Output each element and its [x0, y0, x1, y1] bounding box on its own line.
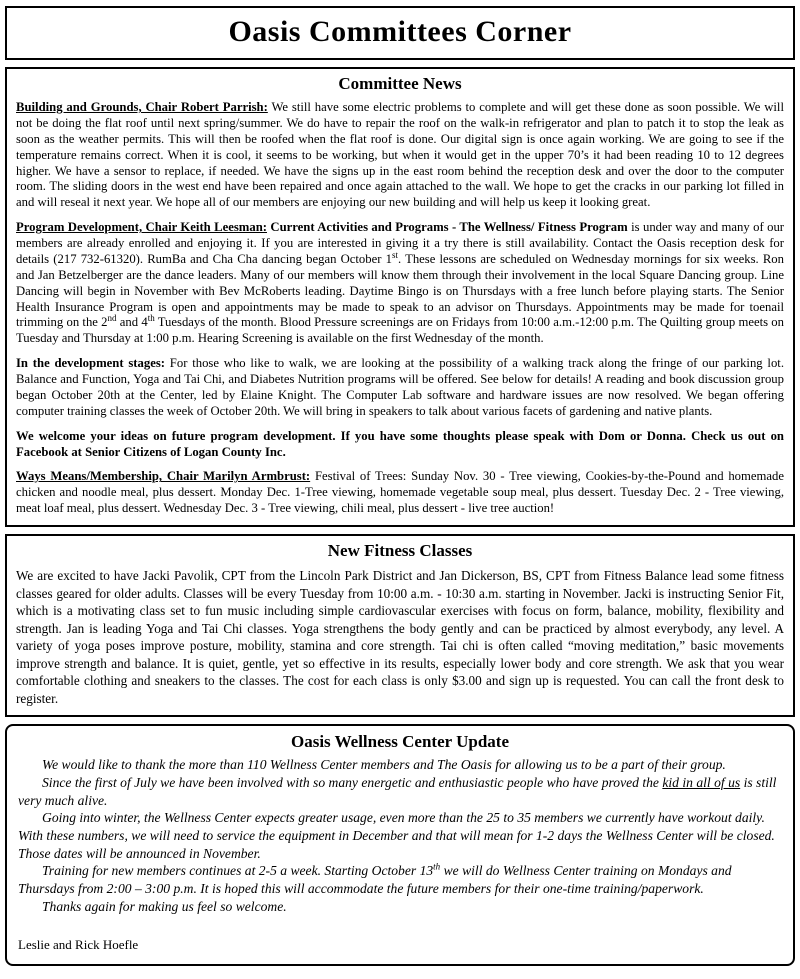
section-wellness-center-update [5, 724, 795, 966]
wellness-signature: Leslie and Rick Hoefle [18, 937, 139, 953]
fitness-heading: New Fitness Classes [327, 541, 473, 560]
wellness-paragraph-1: We would like to thank the more than 110 Wellness Center members and The Oasis for allowing us to be a part of their group. [42, 757, 726, 773]
program-development-subhead: Current Activities and Programs - The Wellness/ Fitness Program [270, 220, 628, 235]
paragraph-welcome-ideas [16, 429, 784, 461]
wellness-p2-post: is still very much alive. [18, 775, 777, 808]
paragraph-ways-means [16, 469, 784, 517]
wellness-paragraph-3: Going into winter, the Wellness Center expects greater usage, even more than the 25 to 35 members we currently have workout daily. With these numbers, we will need to service the equipment in December and that will mean for 1-2 days the Wellness Center will be closed. Those dates will be announced in November. [18, 810, 775, 861]
building-grounds-body: We still have some electric problems to complete and will get these done as soon possible. We will not be doing the flat roof until next spring/summer. We do have to repair the roof on the walk-in refrigerator and plan to patch it to stop the leak as soon as the weather permits. This will then be roofed when the flat roof is done. Our digital sign is once again working. We are going to see if the temperature remains correct. When it is cool, it seems to be working, but when it would get in the upper 70’s it had been reading 10 to 12 degrees higher. We have a sensor to replace, if needed. We have the signs up in the east room behind the reception desk and over the door to the computer room. The sliding doors in the west end have been repaired and once again attached to the wall. We hope to get the cracks in our parking lot filled in and will reseal it next year. We hope all of our members are enjoying our new building and will help us keep it looking great. [16, 100, 784, 210]
wellness-paragraph-2 [18, 774, 782, 809]
section-new-fitness-classes [5, 534, 795, 717]
development-stages-lead: In the development stages: [16, 356, 165, 371]
development-stages-body: For those who like to walk, we are looking at the possibility of a walking track along the fringe of our parking lot. Balance and Function, Yoga and Tai Chi, and Diabetes Nutrition programs will be offered. See below for details! A reading and book discussion group began October 20th at the Center, led by Elaine Knight. The Computer Lab software and hardware issues are now resolved. We began offering computer training classes the week of October 20th. We will bring in speakers to talk about various facets of gardening and native plants. [16, 356, 784, 418]
welcome-ideas-body: We welcome your ideas on future program development. If you have some thoughts please speak with Dom or Donna. Check us out on Facebook at Senior Citizens of Logan County Inc. [16, 428, 784, 459]
program-development-lead: Program Development, Chair Keith Leesman: [16, 220, 267, 235]
paragraph-program-development [16, 220, 784, 347]
ways-means-lead: Ways Means/Membership, Chair Marilyn Armbrust: [16, 469, 311, 484]
wellness-paragraph-5: Thanks again for making us feel so welcome. [42, 898, 287, 914]
wellness-p2-underlined-phrase: kid in all of us [662, 775, 741, 791]
section-committee-news [5, 67, 795, 527]
wellness-heading: Oasis Wellness Center Update [290, 732, 510, 752]
paragraph-fitness-body [16, 567, 784, 707]
page-title-box [5, 6, 795, 60]
paragraph-development-stages [16, 356, 784, 420]
page-title: Oasis Committees Corner [228, 15, 572, 48]
program-development-body: is under way and many of our members are already enrolled and enjoying it. If you are interested in giving it a try there is still availability. Contact the Oasis reception desk for details (217 732-61320). RumBa and Cha Cha dancing began October 1st. These lessons are scheduled on Wednesday mornings for six weeks. Ron and Jan Betzelberger are the dance leaders. Many of our members will know them through their involvement in the local Square Dancing group. Line Dancing will begin in November with Bev McRoberts leading. Daytime Bingo is on Thursdays with a free lunch before playing starts. The Senior Health Insurance Program is open and appointments may be made to speak to an advisor on Thursdays. Appointments may be made for toenail trimming on the 2nd and 4th Tuesdays of the month. Blood Pressure screenings are on Fridays from 10:00 a.m.-12:00 p.m. The Quilting group meets on Tuesday and Thursday at 1:00 p.m. Hearing Screening is available on the first Wednesday of the month. [16, 220, 785, 346]
wellness-p2-pre: Since the first of July we have been involved with so many energetic and enthusiastic people who have proved the [42, 775, 663, 791]
ways-means-body: Festival of Trees: Sunday Nov. 30 - Tree viewing, Cookies-by-the-Pound and homemade chicken and noodle meal, plus dessert. Monday Dec. 1-Tree viewing, homemade vegetable soup meal, plus dessert. Tuesday Dec. 2 - Tree viewing, meat loaf meal, plus dessert. Wednesday Dec. 3 - Tree viewing, chili meal, plus dessert - live tree auction! [16, 469, 785, 516]
fitness-body: We are excited to have Jacki Pavolik, CPT from the Lincoln Park District and Jan Dickerson, BS, CPT from Fitness Balance lead some fitness classes geared for older adults. Classes will be every Tuesday from 10:00 a.m. - 10:30 a.m. starting in November. Jacki is instructing Senior Fit, which is a motivating class set to fun music including simple cardiovascular exercises with focus on form, balance, mobility, flexibility and strength. Jan is leading Yoga and Tai Chi classes. Yoga strengthens the body gently and can be practiced by almost everybody, any level. A variety of yoga poses improve posture, mobility, stamina and core strength. Tai chi is often called “moving meditation,” basic movements improve strength and balance. It is quiet, gentle, yet so effective in its results, especially lower body and core strength. We ask that you wear comfortable clothing and sneakers to the classes. The cost for each class is only $3.00 and sign up is requested. You can call the front desk to register. [16, 568, 784, 706]
wellness-paragraph-4: Training for new members continues at 2-5 a week. Starting October 13th we will do Wellness Center training on Mondays and Thursdays from 2:00 – 3:00 p.m. It is hoped this will accommodate the future members for their one-time training/paperwork. [18, 861, 732, 897]
building-grounds-lead: Building and Grounds, Chair Robert Parrish: [16, 100, 268, 114]
committee-news-heading: Committee News [338, 74, 462, 93]
paragraph-building-grounds [16, 100, 784, 211]
